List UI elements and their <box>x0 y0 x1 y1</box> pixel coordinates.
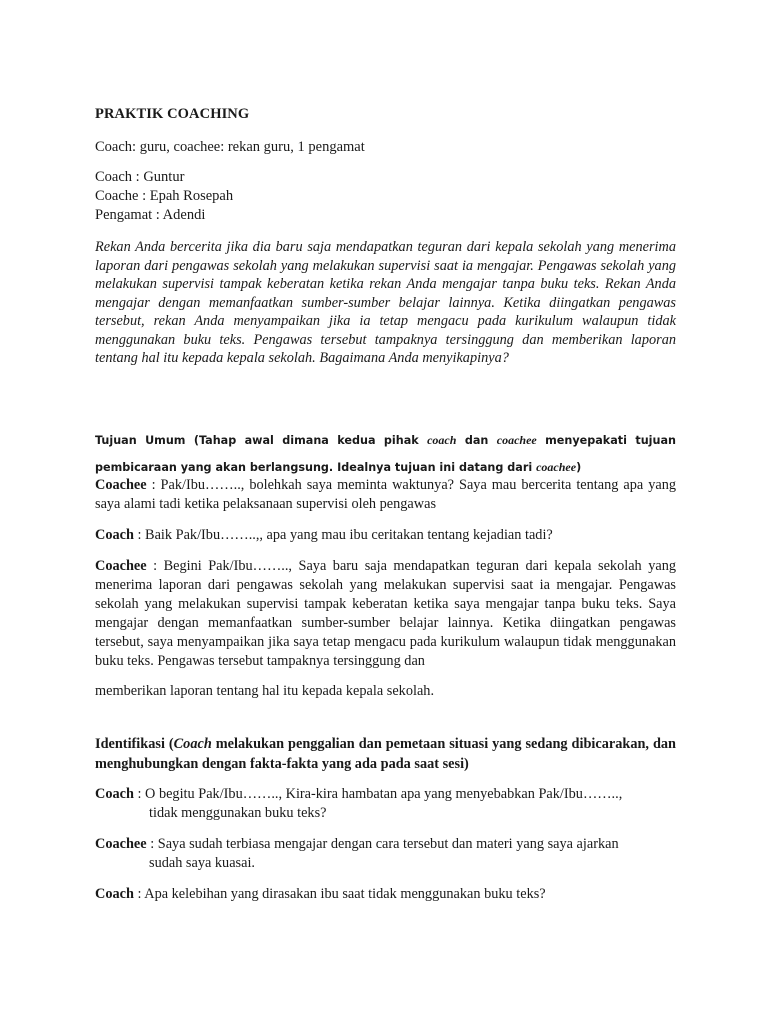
participant-coach: Coach : Guntur <box>95 169 185 185</box>
dialog-coach-1: Coach : Baik Pak/Ibu……..,, apa yang mau ibu ceritakan tentang kejadian tadi? <box>95 527 553 543</box>
section-heading-tujuan-umum: Tujuan Umum (Tahap awal dimana kedua pihak coach dan coachee menyepakati tujuan pembicaraan yang akan berlangsung. Idealnya tujuan ini datang dari coachee) <box>95 433 676 474</box>
speaker-label: Coach <box>95 527 134 543</box>
speaker-label: Coachee <box>95 836 147 852</box>
speaker-label: Coach <box>95 786 134 802</box>
scenario-paragraph: Rekan Anda bercerita jika dia baru saja mendapatkan teguran dari kepala sekolah yang menerima laporan dari pengawas sekolah yang melakukan supervisi saat ia mengajar. Pengawas sekolah yang melakukan supervisi tampak keberatan ketika rekan Anda mengajar tanpa buku teks. Rekan Anda mengajar dengan memanfaatkan sumber-sumber belajar lainnya. Ketika diingatkan pengawas tersebut, rekan Anda menyampaikan jika ia tetap mengacu pada kurikulum walaupun tidak menggunakan buku teks. Pengawas tersebut tampaknya tersinggung dan memberikan laporan tentang hal itu kepada kepala sekolah. Bagaimana Anda menyikapinya? <box>95 239 676 366</box>
dialog-coachee-2-continued: memberikan laporan tentang hal itu kepada kepala sekolah. <box>95 683 435 699</box>
dialog-coach-3: Coach : Apa kelebihan yang dirasakan ibu saat tidak menggunakan buku teks? <box>95 886 546 902</box>
dialog-coach-2: Coach : O begitu Pak/Ibu…….., Kira-kira hambatan apa yang menyebabkan Pak/Ibu…….., tidak menggunakan buku teks? <box>95 786 623 821</box>
section-heading-identifikasi: Identifikasi (Coach melakukan penggalian dan pemetaan situasi yang sedang dibicarakan, dan menghubungkan dengan fakta-fakta yang ada pada saat sesi) <box>95 736 677 772</box>
document-title: PRAKTIK COACHING <box>95 106 250 122</box>
speaker-label: Coach <box>95 886 134 902</box>
speaker-label: Coachee <box>95 558 147 574</box>
dialog-coachee-2: Coachee : Begini Pak/Ibu…….., Saya baru saja mendapatkan teguran dari kepala sekolah yang menerima laporan dari pengawas sekolah yang melakukan supervisi saat ia mengajar. Pengawas sekolah yang melakukan supervisi tampak keberatan ketika saya mengajar tanpa buku teks. Saya mengajar dengan memanfaatkan sumber-sumber belajar lainnya. Ketika diingatkan pengawas tersebut, saya menyampaikan jika saya tetap mengacu pada kurikulum walaupun tidak menggunakan buku teks. Pengawas tersebut tampaknya tersinggung dan <box>95 558 676 669</box>
dialog-coachee-3: Coachee : Saya sudah terbiasa mengajar dengan cara tersebut dan materi yang saya ajarkan sudah saya kuasai. <box>95 836 619 871</box>
dialog-coachee-1: Coachee : Pak/Ibu…….., bolehkah saya meminta waktunya? Saya mau bercerita tentang apa yang saya alami tadi ketika pelaksanaan supervisi oleh pengawas <box>95 477 676 512</box>
participant-observer: Pengamat : Adendi <box>95 207 206 223</box>
roles-line: Coach: guru, coachee: rekan guru, 1 pengamat <box>95 139 365 155</box>
speaker-label: Coachee <box>95 477 147 493</box>
participant-coachee: Coache : Epah Rosepah <box>95 188 234 204</box>
